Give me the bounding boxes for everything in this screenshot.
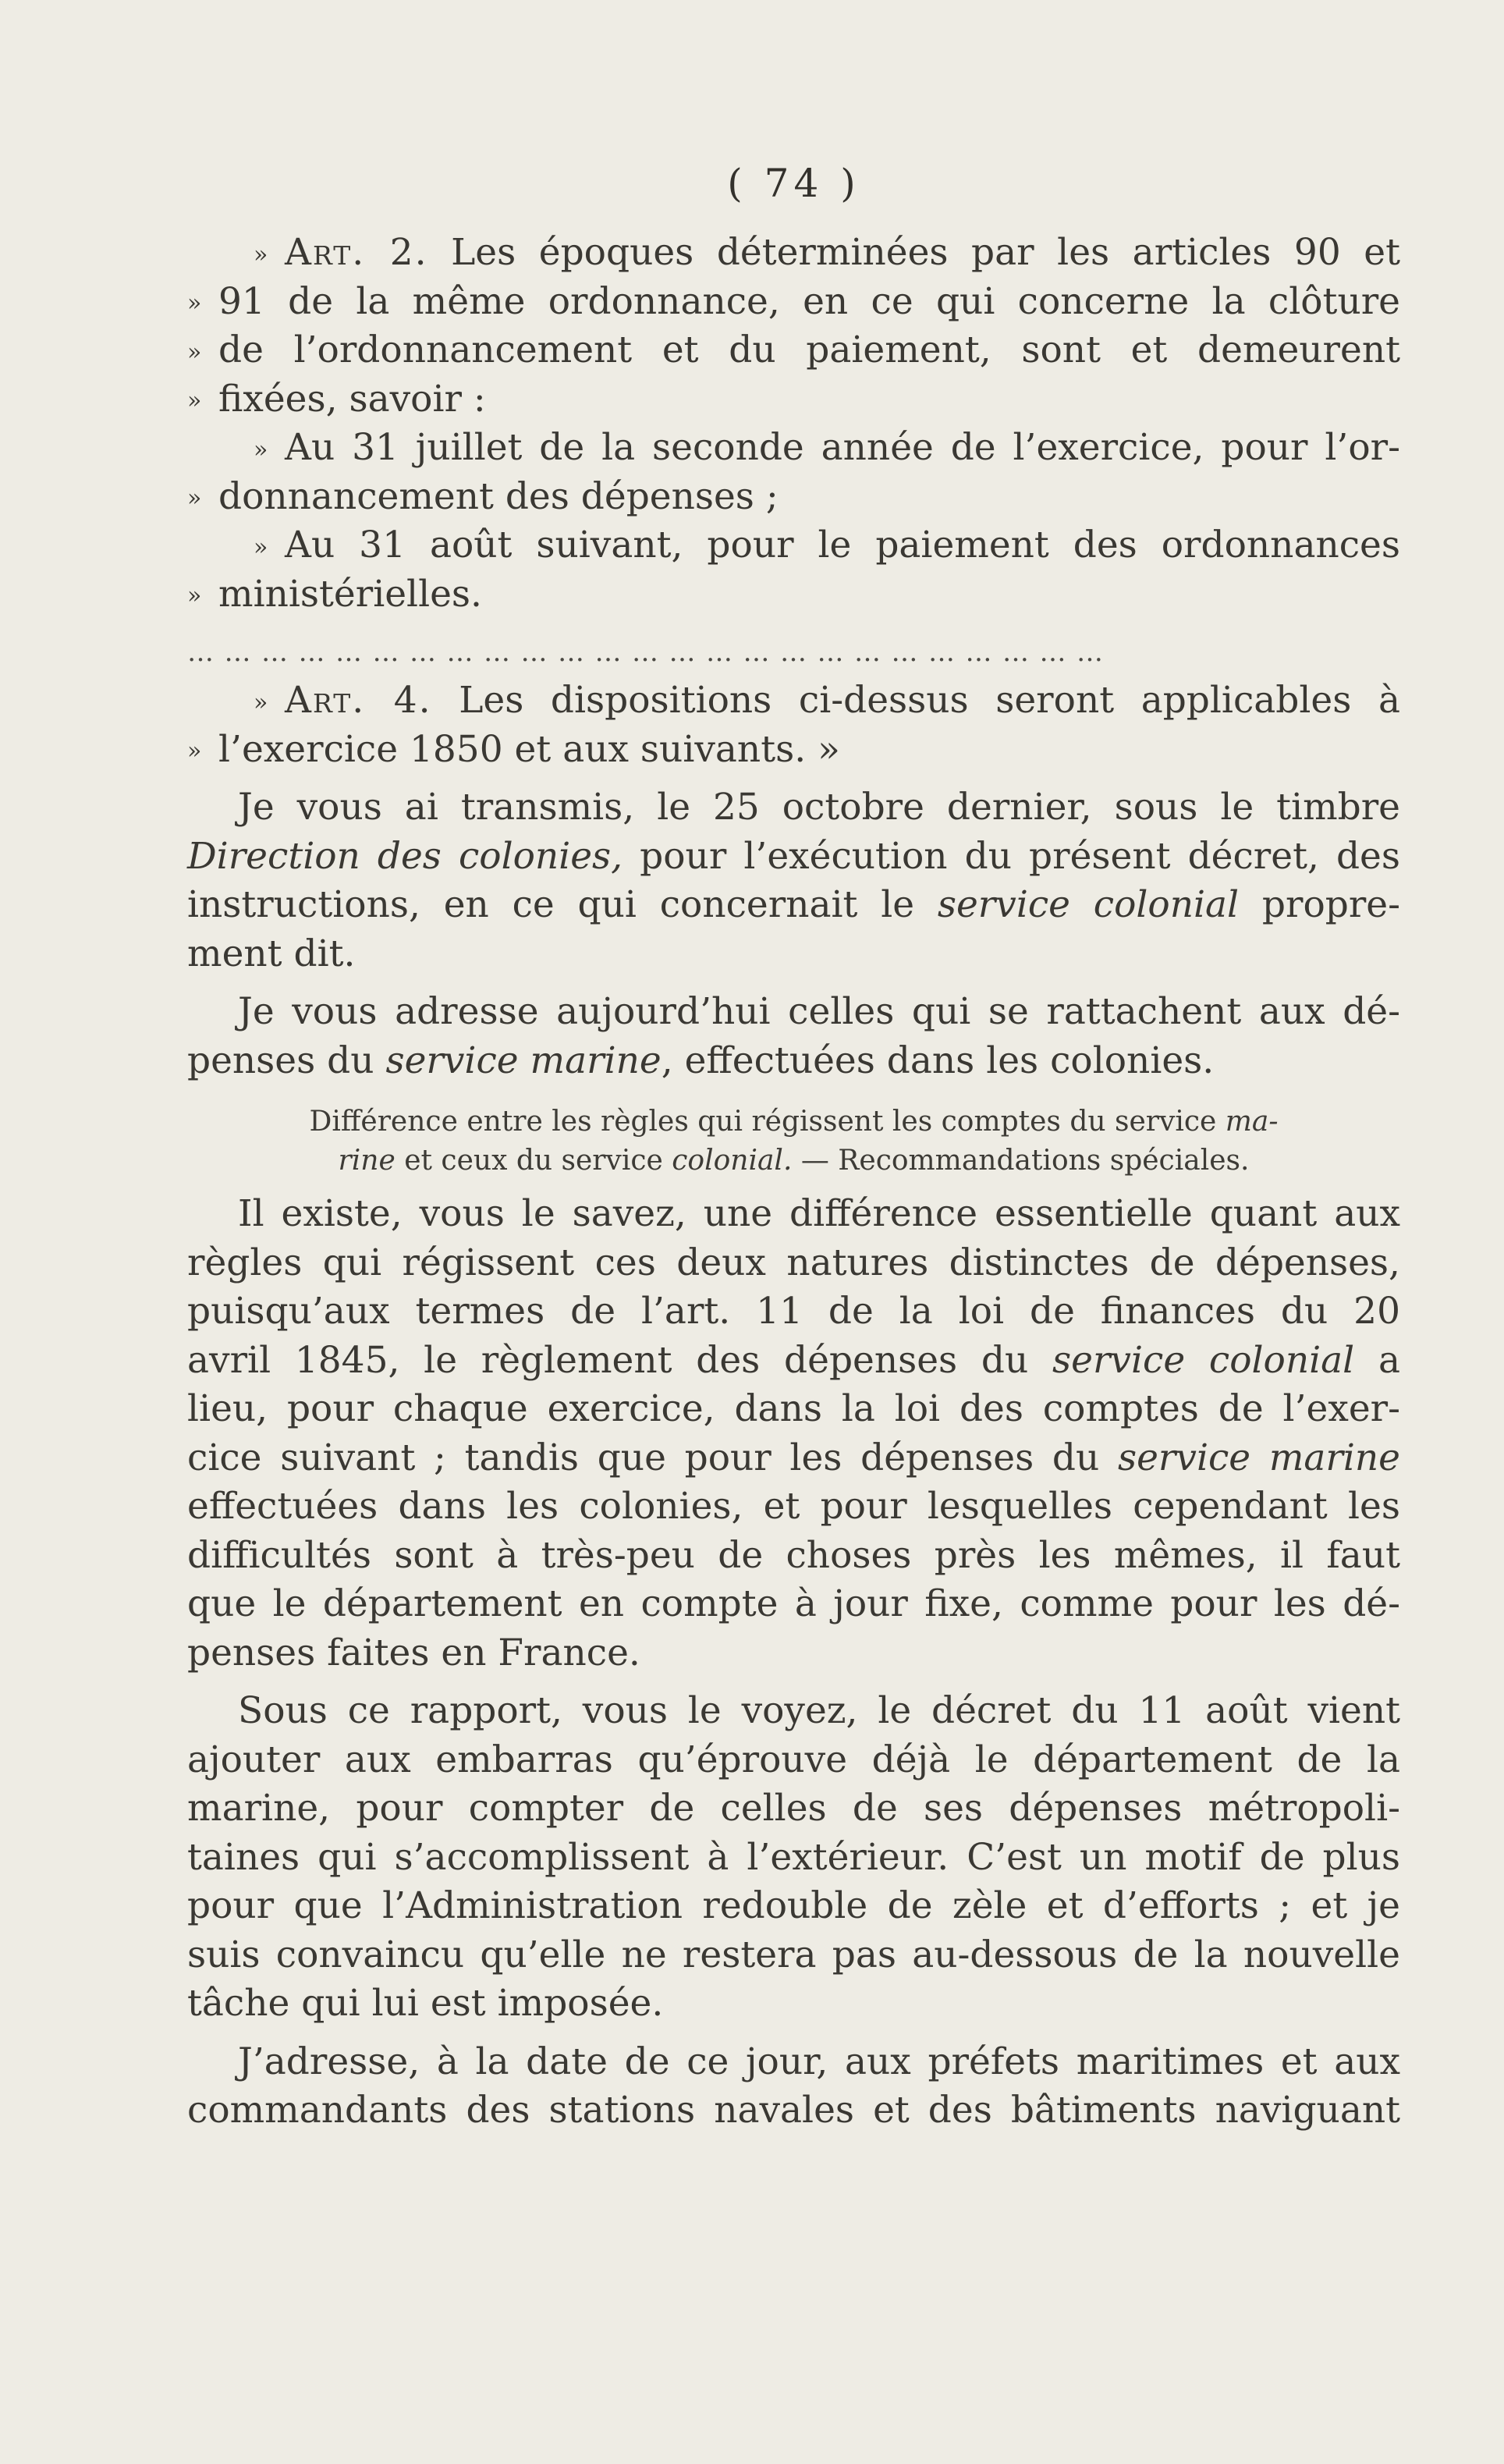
quote-mark: » xyxy=(187,387,202,415)
quote-mark: » xyxy=(187,737,202,765)
caption-text: et ceux du service xyxy=(395,1145,672,1177)
ellipsis-separator: ………………………………………………………………… xyxy=(187,637,1114,668)
text-line: fixées, savoir : xyxy=(218,377,486,421)
text-line: , effectuées dans les colonies. xyxy=(661,1039,1215,1082)
section-caption-line-1 xyxy=(187,1102,1400,1141)
italic-text: colonial. xyxy=(672,1145,793,1177)
section-caption-line-2 xyxy=(187,1141,1400,1181)
caption-text: — Recommandations spéciales. xyxy=(792,1145,1250,1177)
quote-mark: » xyxy=(187,485,202,513)
article-label: Art. 2. xyxy=(285,231,428,274)
page-number: ( 74 ) xyxy=(727,161,860,206)
text-line: propre- xyxy=(1239,883,1400,926)
article-2-line-3 xyxy=(187,326,1400,375)
text-line: Les dispositions ci-dessus seront applicables à xyxy=(459,679,1400,722)
text-line: ministérielles. xyxy=(218,572,482,616)
quote-mark: » xyxy=(187,338,202,366)
paragraph-1-line-1: Je vous ai transmis, le 25 octobre dernier, sous le timbre xyxy=(238,786,1400,829)
paragraph-5-line-2: commandants des stations navales et des bâtiments naviguant xyxy=(187,2089,1400,2132)
article-2-line-5 xyxy=(187,424,1400,473)
paragraph-3-line-7: effectuées dans les colonies, et pour lesquelles cependant les xyxy=(187,1485,1400,1528)
article-2-line-2 xyxy=(187,278,1400,327)
quote-mark: » xyxy=(254,533,268,561)
paragraph-1-line-2 xyxy=(187,833,1400,882)
paragraph-5-line-1: J’adresse, à la date de ce jour, aux préfets maritimes et aux xyxy=(238,2040,1400,2083)
paragraph-4-line-1: Sous ce rapport, vous le voyez, le décret du 11 août vient xyxy=(238,1689,1400,1732)
paragraph-1-line-3 xyxy=(187,881,1400,930)
quote-mark: » xyxy=(187,289,202,318)
text-line: a xyxy=(1354,1338,1400,1382)
text-line: cice suivant ; tandis que pour les dépenses du xyxy=(187,1436,1118,1479)
italic-text: ma- xyxy=(1225,1106,1279,1138)
italic-text: service marine xyxy=(385,1039,662,1082)
paragraph-3-line-5: lieu, pour chaque exercice, dans la loi des comptes de l’exer- xyxy=(187,1387,1400,1430)
article-4-line-1 xyxy=(187,676,1400,726)
italic-text: service marine xyxy=(1118,1436,1401,1479)
italic-text: Direction des colonies, xyxy=(187,834,623,878)
page-content xyxy=(187,160,1400,2136)
text-line: penses du xyxy=(187,1039,386,1082)
paragraph-4-line-2: ajouter aux embarras qu’éprouve déjà le département de la xyxy=(187,1738,1400,1781)
paragraph-1-line-4: ment dit. xyxy=(187,932,356,975)
paragraph-3-line-4 xyxy=(187,1337,1400,1386)
paragraph-4-line-7: tâche qui lui est imposée. xyxy=(187,1982,664,2025)
paragraph-3-line-2: règles qui régissent ces deux natures distinctes de dépenses, xyxy=(187,1241,1400,1284)
paragraph-2-line-1: Je vous adresse aujourd’hui celles qui se rattachent aux dé- xyxy=(238,990,1400,1033)
quote-mark: » xyxy=(254,435,268,463)
paragraph-4-line-5: pour que l’Administration redouble de zèle et d’efforts ; et je xyxy=(187,1884,1400,1927)
article-2-line-8 xyxy=(187,570,1400,620)
article-2-text: Les époques déterminées par les articles 90 et xyxy=(451,231,1400,274)
article-2-line-4 xyxy=(187,375,1400,424)
paragraph-3-line-10: penses faites en France. xyxy=(187,1631,640,1674)
paragraph-3-line-8: difficultés sont à très-peu de choses près les mêmes, il faut xyxy=(187,1533,1400,1577)
text-line: donnancement des dépenses ; xyxy=(218,474,779,518)
text-line: Au 31 août suivant, pour le paiement des ordonnances xyxy=(285,524,1400,566)
text-line: Au 31 juillet de la seconde année de l’exercice, pour l’or- xyxy=(285,426,1400,469)
article-2-line-6 xyxy=(187,473,1400,522)
italic-text: rine xyxy=(338,1145,396,1177)
article-4-line-2 xyxy=(187,726,1400,775)
italic-text: service colonial xyxy=(937,883,1240,926)
article-2-line-7 xyxy=(187,521,1400,570)
article-2-line-1 xyxy=(187,229,1400,278)
paragraph-3-line-1: Il existe, vous le savez, une différence essentielle quant aux xyxy=(238,1192,1400,1235)
quote-mark: » xyxy=(254,688,268,716)
quote-mark: » xyxy=(254,240,268,268)
paragraph-4-line-6: suis convaincu qu’elle ne restera pas au-dessous de la nouvelle xyxy=(187,1933,1400,1976)
text-line: de l’ordonnancement et du paiement, sont et demeurent xyxy=(218,328,1400,371)
text-line: 91 de la même ordonnance, en ce qui concerne la clôture xyxy=(218,279,1400,323)
paragraph-3-line-9: que le département en compte à jour fixe, comme pour les dé- xyxy=(187,1582,1400,1625)
quote-mark: » xyxy=(187,582,202,610)
caption-text: Différence entre les règles qui régissent les comptes du service xyxy=(309,1106,1226,1138)
text-line: pour l’exécution du présent décret, des xyxy=(623,834,1400,878)
paragraph-4-line-3: marine, pour compter de celles de ses dépenses métropoli- xyxy=(187,1787,1400,1830)
paragraph-4-line-4: taines qui s’accomplissent à l’extérieur. C’est un motif de plus xyxy=(187,1835,1400,1879)
text-line: instructions, en ce qui concernait le xyxy=(187,883,938,926)
article-label: Art. 4. xyxy=(285,679,432,722)
text-line: avril 1845, le règlement des dépenses du xyxy=(187,1338,1053,1382)
paragraph-3-line-3: puisqu’aux termes de l’art. 11 de la loi de finances du 20 xyxy=(187,1290,1400,1333)
text-line: l’exercice 1850 et aux suivants. » xyxy=(218,727,840,771)
paragraph-3-line-6 xyxy=(187,1434,1400,1483)
italic-text: service colonial xyxy=(1052,1338,1355,1382)
paragraph-2-line-2 xyxy=(187,1037,1400,1086)
